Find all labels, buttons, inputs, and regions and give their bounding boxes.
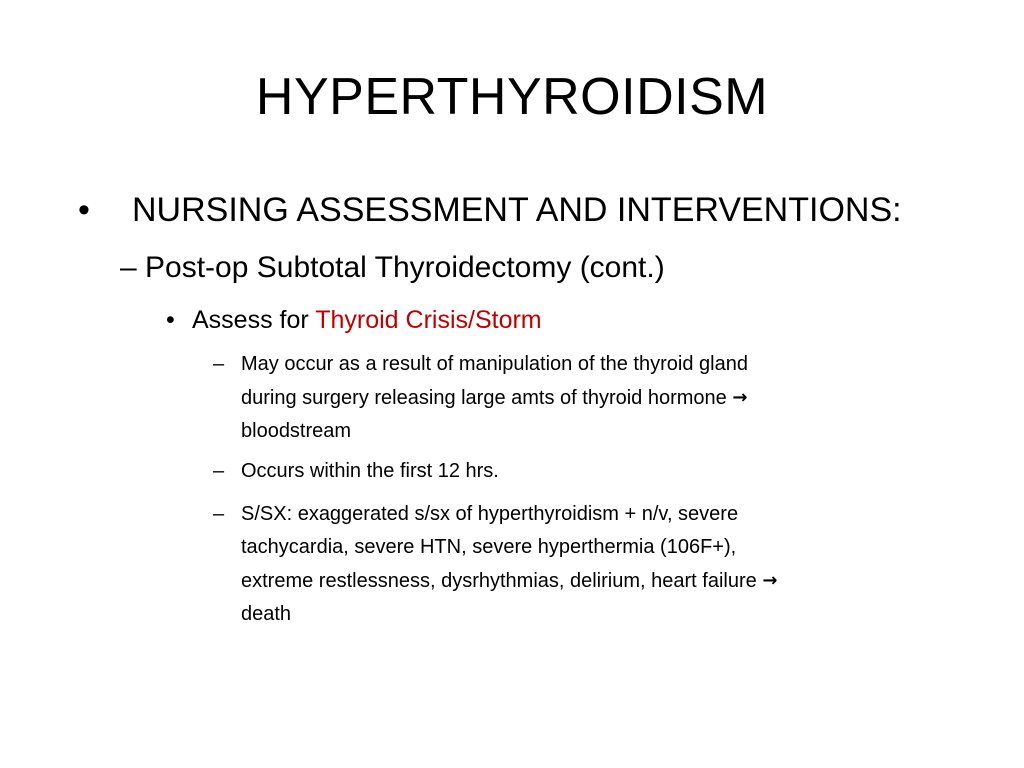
text-line-content: during surgery releasing large amts of thyroid hormone xyxy=(241,387,727,409)
text-line: bloodstream xyxy=(241,420,352,442)
text-line: Occurs within the first 12 hrs. xyxy=(241,460,499,482)
bullet-level-1-text: NURSING ASSESSMENT AND INTERVENTIONS: xyxy=(132,191,902,229)
sub-bullet-1-text xyxy=(241,348,961,448)
sub-bullet-2-text xyxy=(241,455,961,488)
bullet-level-3 xyxy=(166,302,986,338)
text-line-content: extreme restlessness, dysrhythmias, delirium, heart failure xyxy=(241,570,757,592)
bullet-icon: • xyxy=(78,191,90,229)
dash-icon: – xyxy=(213,353,225,375)
slide-title: HYPERTHYROIDISM xyxy=(255,68,769,126)
right-arrow-icon: → xyxy=(732,387,748,408)
bullet-level-3-text: Assess for xyxy=(192,306,309,334)
text-line: death xyxy=(241,603,292,625)
highlight-text: Thyroid Crisis/Storm xyxy=(315,306,542,334)
dash-icon: – xyxy=(120,251,137,284)
bullet-level-2-text: Post-op Subtotal Thyroidectomy (cont.) xyxy=(145,251,665,284)
text-line xyxy=(241,381,961,415)
text-line: May occur as a result of manipulation of the thyroid gland xyxy=(241,353,748,375)
bullet-level-2 xyxy=(120,246,980,290)
text-line: S/SX: exaggerated s/sx of hyperthyroidism + n/v, severe xyxy=(241,503,739,525)
bullet-icon: • xyxy=(166,306,175,334)
dash-icon: – xyxy=(213,460,225,482)
right-arrow-icon: → xyxy=(762,570,778,591)
sub-bullet-3-text xyxy=(241,498,961,631)
text-line xyxy=(241,564,961,598)
text-line: tachycardia, severe HTN, severe hyperthermia (106F+), xyxy=(241,536,737,558)
dash-icon: – xyxy=(213,503,225,525)
